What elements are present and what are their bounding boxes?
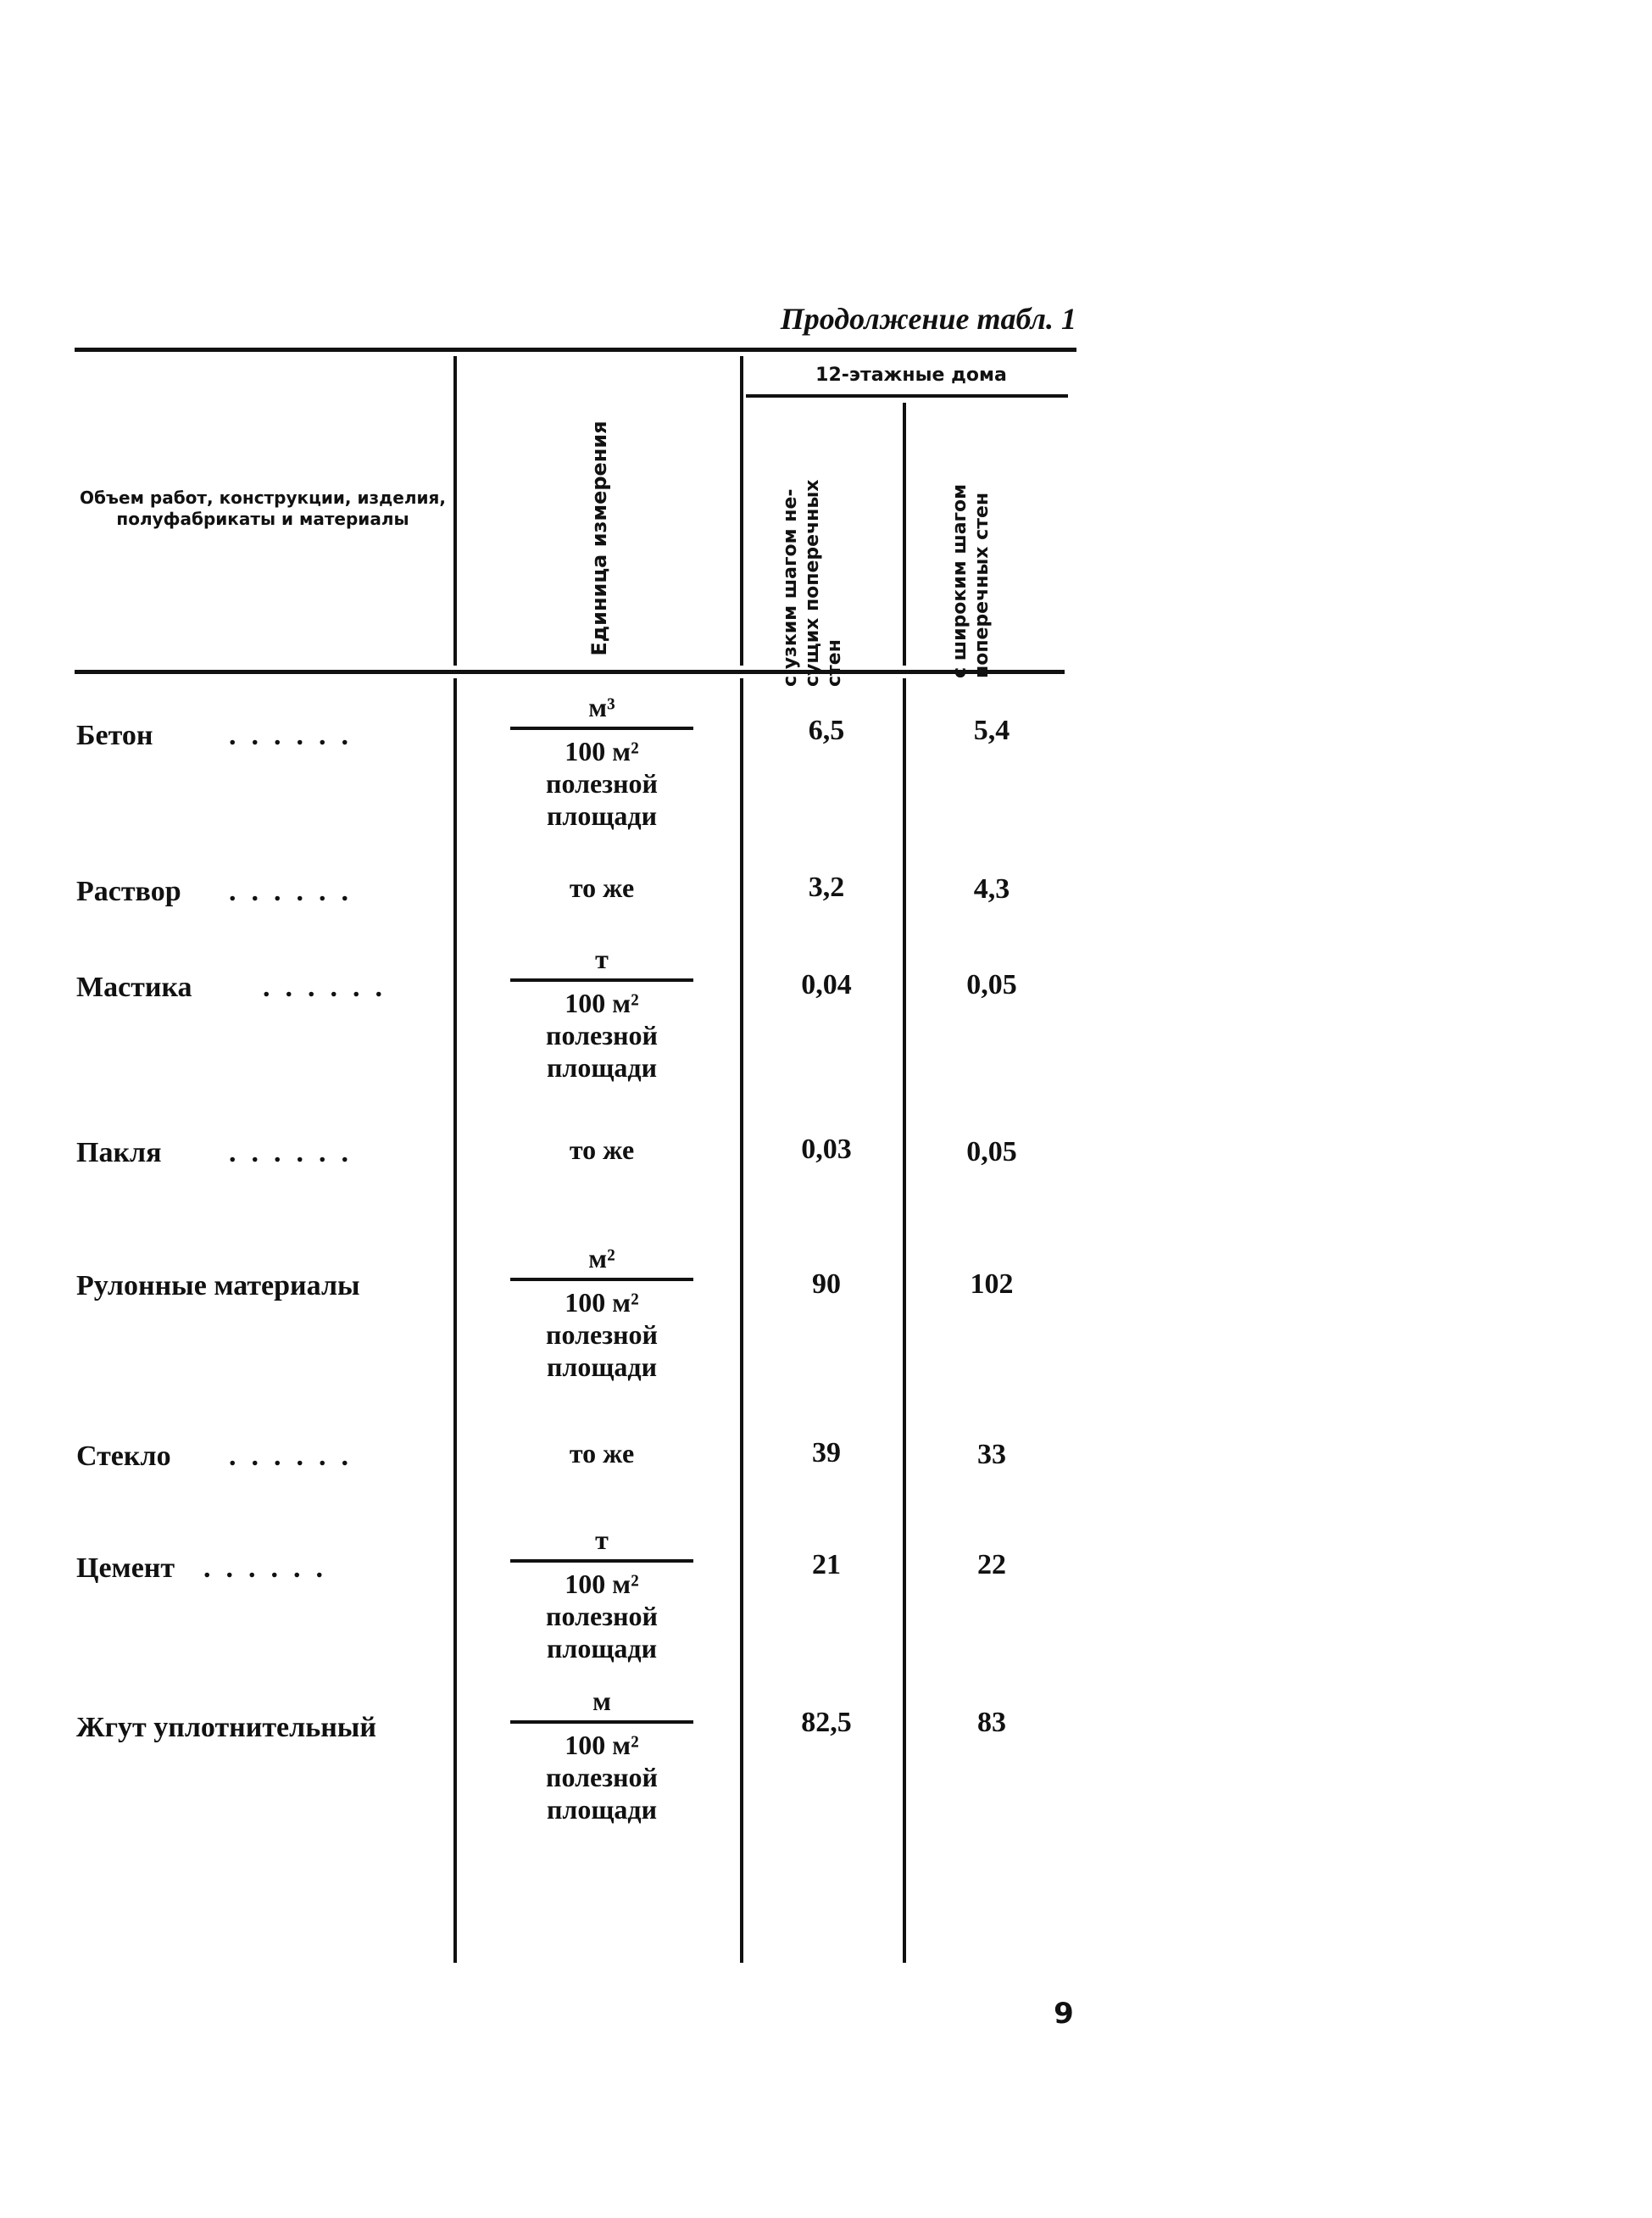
unit-numerator: м³: [510, 691, 693, 730]
unit-denominator: полезной: [546, 1601, 658, 1631]
table-caption: Продолжение табл. 1: [780, 302, 1076, 336]
unit-denominator: площади: [546, 1351, 658, 1382]
unit-denominator: площади: [546, 800, 658, 831]
unit-denominator: полезной: [546, 1762, 658, 1792]
row-unit: [500, 1685, 704, 1825]
unit-numerator: т: [510, 943, 693, 982]
row-unit: то же: [569, 1134, 635, 1165]
page-number: 9: [1054, 1997, 1074, 2031]
row-unit: [500, 1242, 704, 1383]
col-divider-unit-right: [740, 356, 743, 666]
row-leader-dots: ......: [203, 1552, 338, 1584]
row-leader-dots: ......: [229, 1137, 364, 1168]
value-wide: 83: [977, 1707, 1006, 1738]
col-divider-unit-left: [453, 356, 457, 666]
header-bottom-rule: [75, 670, 1065, 674]
unit-denominator: 100 м²: [565, 1730, 639, 1760]
value-narrow: 0,04: [801, 969, 852, 1000]
value-wide: 102: [970, 1268, 1014, 1300]
row-leader-dots: ......: [229, 720, 364, 751]
col-divider-values: [903, 403, 906, 666]
header-col-unit: Единица измерения: [587, 421, 611, 656]
unit-denominator: 100 м²: [565, 988, 639, 1018]
row-name: Бетон: [76, 720, 153, 751]
unit-denominator: площади: [546, 1052, 658, 1083]
row-unit: то же: [569, 872, 635, 903]
row-unit: [500, 691, 704, 832]
value-narrow: 90: [812, 1268, 841, 1300]
col-divider-unit-left-body: [453, 678, 457, 1963]
table-top-rule: [75, 348, 1076, 352]
unit-denominator: 100 м²: [565, 736, 639, 766]
row-name: Раствор: [76, 876, 181, 907]
unit-numerator: м: [510, 1685, 693, 1724]
value-narrow: 3,2: [808, 872, 845, 903]
unit-denominator: 100 м²: [565, 1569, 639, 1599]
group-header-rule: [746, 394, 1068, 398]
unit-denominator: полезной: [546, 768, 658, 799]
value-wide: 0,05: [966, 1136, 1017, 1168]
value-wide: 33: [977, 1439, 1006, 1470]
unit-denominator: полезной: [546, 1319, 658, 1350]
row-leader-dots: ......: [229, 876, 364, 907]
header-group: 12-этажные дома: [815, 365, 1007, 386]
unit-numerator: т: [510, 1524, 693, 1563]
row-leader-dots: ......: [263, 972, 398, 1003]
unit-denominator: полезной: [546, 1020, 658, 1050]
header-col-narrow: с узким шагом не- сущих поперечных стен: [780, 479, 845, 687]
row-name: Пакля: [76, 1137, 162, 1168]
col-divider-unit-right-body: [740, 678, 743, 1963]
unit-denominator: 100 м²: [565, 1287, 639, 1318]
row-name: Мастика: [76, 972, 192, 1003]
row-unit: [500, 1524, 704, 1664]
unit-denominator: площади: [546, 1633, 658, 1664]
value-narrow: 39: [812, 1437, 841, 1468]
unit-numerator: м²: [510, 1242, 693, 1281]
header-col-wide: с широким шагом поперечных стен: [949, 483, 993, 678]
value-wide: 5,4: [973, 715, 1010, 746]
value-narrow: 82,5: [801, 1707, 852, 1738]
row-name: Стекло: [76, 1441, 171, 1472]
unit-denominator: площади: [546, 1794, 658, 1825]
value-narrow: 21: [812, 1549, 841, 1580]
value-wide: 22: [977, 1549, 1006, 1580]
value-wide: 4,3: [973, 873, 1010, 905]
value-narrow: 6,5: [808, 715, 845, 746]
row-unit: [500, 943, 704, 1084]
row-leader-dots: ......: [229, 1441, 364, 1472]
value-wide: 0,05: [966, 969, 1017, 1000]
row-name: Цемент: [76, 1552, 175, 1584]
value-narrow: 0,03: [801, 1134, 852, 1165]
header-col-name: Объем работ, конструкции, изделия, полуфабрикаты и материалы: [80, 488, 446, 529]
row-unit: то же: [569, 1438, 635, 1468]
row-name: Жгут уплотнительный: [76, 1712, 376, 1743]
row-name: Рулонные материалы: [76, 1270, 360, 1301]
